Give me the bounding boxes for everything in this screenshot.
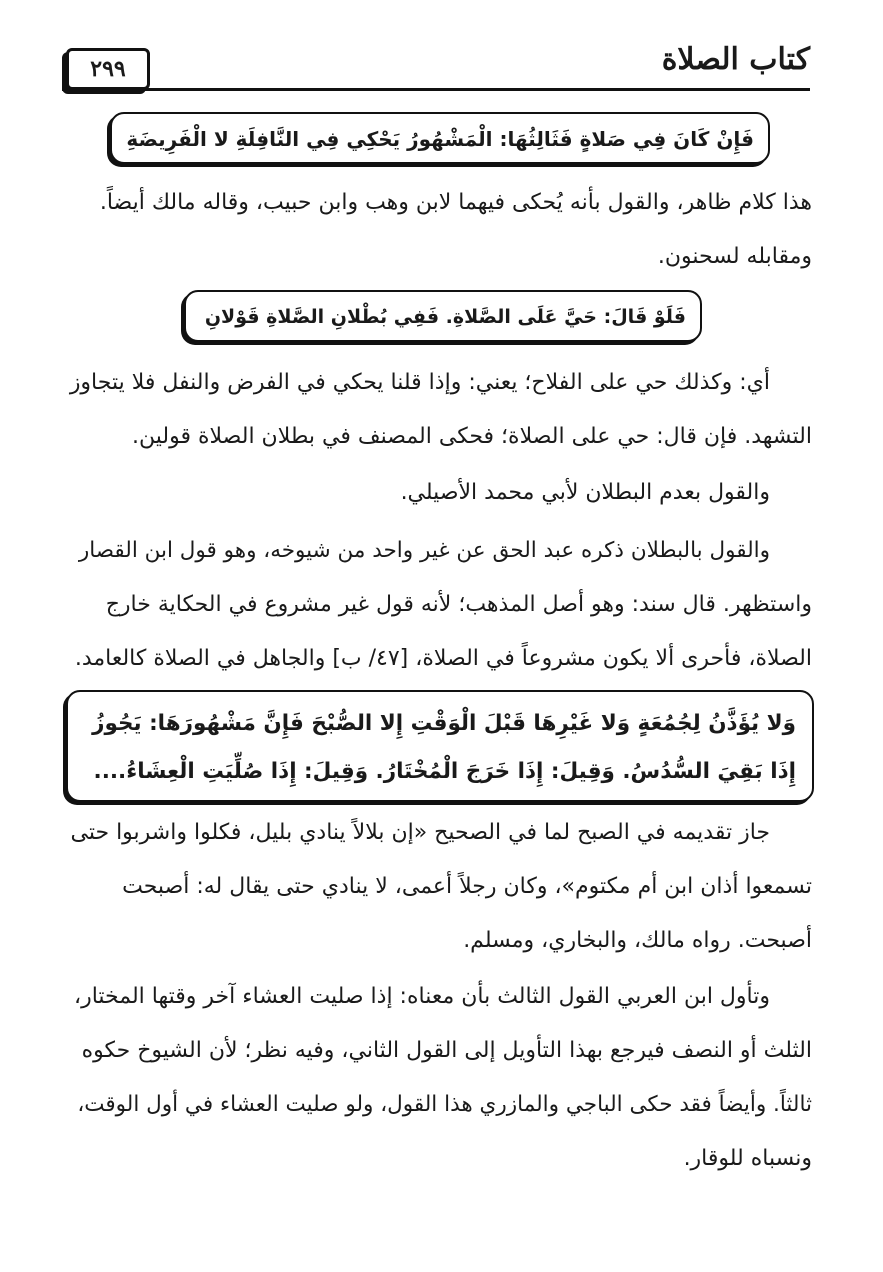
matn-text-line: وَلا يُؤَذَّنُ لِجُمُعَةٍ وَلا غَيْرِهَا قَبْلَ الْوَقْتِ إِلا الصُّبْحَ فَإِنَّ مَشْهُورَهَا: يَجُوزُ [92,711,796,736]
text-line: ثالثاً. وأيضاً فقد حكى الباجي والمازري هذا القول، ولو صليت العشاء في أول الوقت، [77,1092,812,1117]
text-line: أصبحت. رواه مالك، والبخاري، ومسلم. [463,928,812,953]
header-rule [62,88,810,91]
matn-box-1 [110,112,770,164]
matn-text: فَإِنْ كَانَ فِي صَلاةٍ فَثَالِثُهَا: الْمَشْهُورُ يَحْكِي فِي النَّافِلَةِ لا الْفَرِيضَةِ [126,127,754,151]
page-header [62,40,810,92]
page-number: ٢٩٩ [66,48,150,90]
text-line: والقول بالبطلان ذكره عبد الحق عن غير واحد من شيوخه، وهو قول ابن القصار [78,538,770,563]
text-line: جاز تقديمه في الصبح لما في الصحيح «إن بلالاً ينادي بليل، فكلوا واشربوا حتى [70,820,770,845]
text-line: ونسباه للوقار. [683,1146,812,1171]
commentary-paragraph [66,176,812,284]
text-line: الثلث أو النصف فيرجع بهذا التأويل إلى القول الثاني، وفيه نظر؛ لأن الشيوخ حكوه [81,1038,812,1063]
matn-box-2 [184,290,702,342]
text-line: وتأول ابن العربي القول الثالث بأن معناه: إذا صليت العشاء آخر وقتها المختار، [73,984,770,1009]
text-line: هذا كلام ظاهر، والقول بأنه يُحكى فيهما لابن وهب وابن حبيب، وقاله مالك أيضاً. [99,190,812,215]
commentary-paragraph [66,524,812,686]
matn-box-3 [66,690,814,802]
commentary-paragraph [66,356,812,464]
matn-text: فَلَوْ قَالَ: حَيَّ عَلَى الصَّلاةِ. فَفِي بُطْلانِ الصَّلاةِ قَوْلانِ [204,306,686,328]
text-line: ومقابله لسحنون. [657,244,812,269]
commentary-paragraph [66,466,812,520]
text-line: واستظهر. قال سند: وهو أصل المذهب؛ لأنه قول غير مشروع في الحكاية خارج [105,592,812,617]
text-line: والقول بعدم البطلان لأبي محمد الأصيلي. [400,480,770,505]
book-title: كتاب الصلاة [661,42,810,77]
matn-text-line: إِذَا بَقِيَ السُّدُسُ. وَقِيلَ: إِذَا خَرَجَ الْمُخْتَارُ. وَقِيلَ: إِذَا صُلِّيَتِ الْعِشَاءُ.... [93,759,796,784]
text-line: تسمعوا أذان ابن أم مكتوم»، وكان رجلاً أعمى، لا ينادي حتى يقال له: أصبحت [122,874,812,899]
text-line: التشهد. فإن قال: حي على الصلاة؛ فحكى المصنف في بطلان الصلاة قولين. [132,424,812,449]
commentary-paragraph [66,970,812,1186]
commentary-paragraph [66,806,812,968]
text-line: الصلاة، فأحرى ألا يكون مشروعاً في الصلاة، [٤٧/ ب] والجاهل في الصلاة كالعامد. [74,646,812,671]
text-line: أي: وكذلك حي على الفلاح؛ يعني: وإذا قلنا يحكي في الفرض والنفل فلا يتجاوز [69,370,770,395]
